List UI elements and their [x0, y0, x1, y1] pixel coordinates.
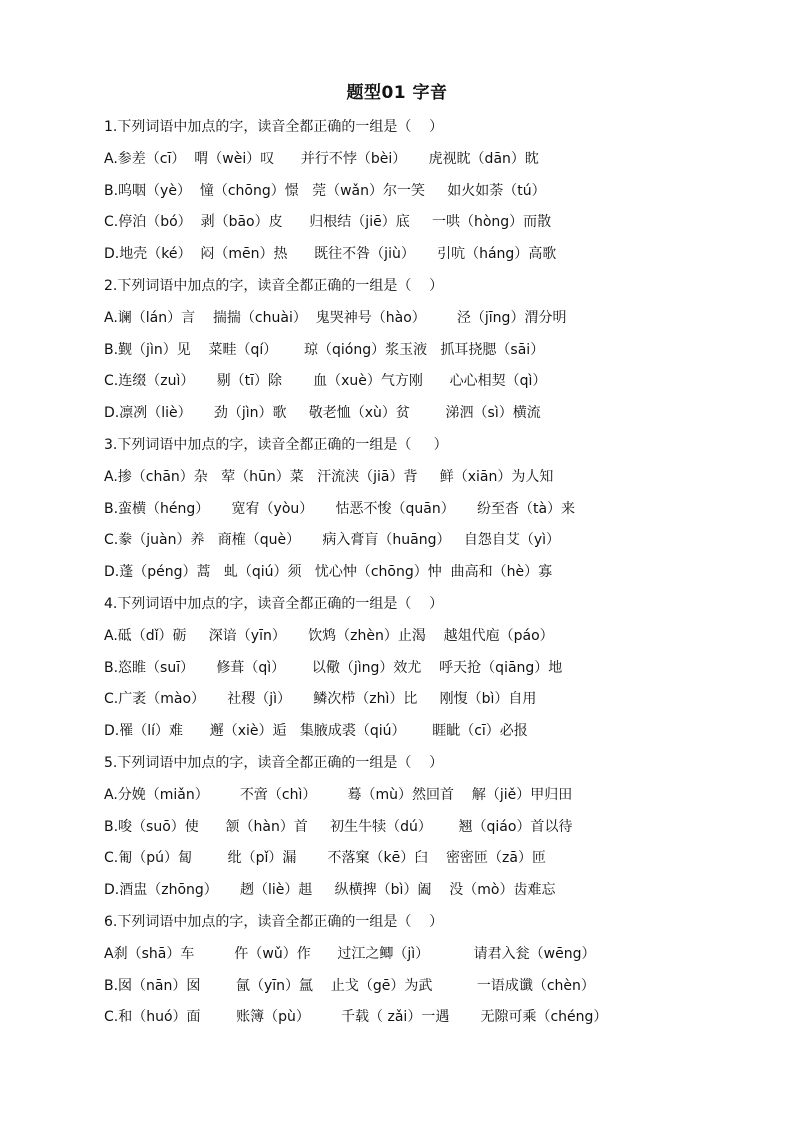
question-4-option-b: B.恣睢（suī） 修葺（qì） 以儆（jìng）效尤 呼天抢（qiāng）地	[104, 659, 563, 676]
question-1-option-c: C.停泊（bó） 剥（bāo）皮 归根结（jiē）底 一哄（hòng）而散	[104, 214, 552, 231]
question-1-option-a: A.参差（cī） 喟（wèi）叹 并行不悖（bèi） 虎视眈（dān）眈	[104, 150, 539, 167]
question-3-option-d: D.蓬（péng）蒿 虬（qiú）须 忧心忡（chōng）忡 曲高和（hè）寡	[104, 564, 553, 581]
question-4-stem: 4.下列词语中加点的字，读音全都正确的一组是（ ）	[104, 595, 444, 612]
question-5-stem: 5.下列词语中加点的字，读音全都正确的一组是（ ）	[104, 754, 444, 771]
question-3-option-b: B.蛮横（héng） 宽宥（yòu） 怙恶不悛（quān） 纷至沓（tà）来	[104, 500, 576, 517]
question-6-option-a: A刹（shā）车 仵（wǔ）作 过江之鲫（jì） 请君入瓮（wēng）	[104, 945, 596, 962]
question-6-option-c: C.和（huó）面 账簿（pù） 千载（ zǎi）一遇 无隙可乘（chéng）	[104, 1009, 608, 1026]
question-4-option-d: D.罹（lí）难 邂（xiè）逅 集腋成裘（qiú） 睚眦（cī）必报	[104, 723, 528, 740]
question-5-option-a: A.分娩（miǎn） 不啻（chì） 蓦（mù）然回首 解（jiě）甲归田	[104, 786, 573, 803]
question-2-stem: 2.下列词语中加点的字，读音全都正确的一组是（ ）	[104, 277, 444, 294]
question-1-option-b: B.呜咽（yè） 憧（chōng）憬 莞（wǎn）尔一笑 如火如荼（tú）	[104, 182, 546, 199]
question-3-stem: 3.下列词语中加点的字，读音全都正确的一组是（ ）	[104, 436, 448, 453]
question-5-option-c: C.匍（pú）匐 纰（pǐ）漏 不落窠（kē）臼 密密匝（zā）匝	[104, 850, 546, 867]
question-4-option-a: A.砥（dǐ）砺 深谙（yīn） 饮鸩（zhèn）止渴 越俎代庖（páo）	[104, 627, 554, 644]
question-1-stem: 1.下列词语中加点的字，读音全都正确的一组是（ ）	[104, 119, 444, 135]
page-title: 题型01 字音	[346, 83, 448, 103]
question-lines	[104, 116, 754, 1038]
question-3-option-a: A.掺（chān）杂 荤（hūn）菜 汗流浃（jiā）背 鲜（xiān）为人知	[104, 468, 554, 485]
question-2-option-d: D.凛冽（liè） 劲（jìn）歌 敬老恤（xù）贫 涕泗（sì）横流	[104, 405, 541, 422]
question-4-option-c: C.广袤（mào） 社稷（jì） 鳞次栉（zhì）比 刚愎（bì）自用	[104, 691, 537, 708]
question-6-option-b: B.囡（nān）囡 氤（yīn）氲 止戈（gē）为武 一语成谶（chèn）	[104, 977, 595, 994]
question-2-option-c: C.连缀（zuì） 剔（tī）除 血（xuè）气方刚 心心相契（qì）	[104, 373, 547, 390]
question-2-option-a: A.谰（lán）言 揣揣（chuài） 鬼哭神号（hào） 泾（jīng）渭分明	[104, 309, 567, 326]
question-1-option-d: D.地壳（ké） 闷（mēn）热 既往不咎（jiù） 引吭（háng）高歌	[104, 246, 557, 263]
question-5-option-d: D.酒盅（zhōng） 趔（liè）趄 纵横捭（bì）阖 没（mò）齿难忘	[104, 882, 556, 899]
question-5-option-b: B.唆（suō）使 颔（hàn）首 初生牛犊（dú） 翘（qiáo）首以待	[104, 818, 573, 835]
question-6-stem: 6.下列词语中加点的字，读音全都正确的一组是（ ）	[104, 913, 444, 930]
question-3-option-c: C.豢（juàn）养 商榷（què） 病入膏肓（huāng） 自怨自艾（yì）	[104, 532, 561, 549]
question-2-option-b: B.觐（jìn）见 菜畦（qí） 琼（qióng）浆玉液 抓耳挠腮（sāi）	[104, 341, 545, 358]
